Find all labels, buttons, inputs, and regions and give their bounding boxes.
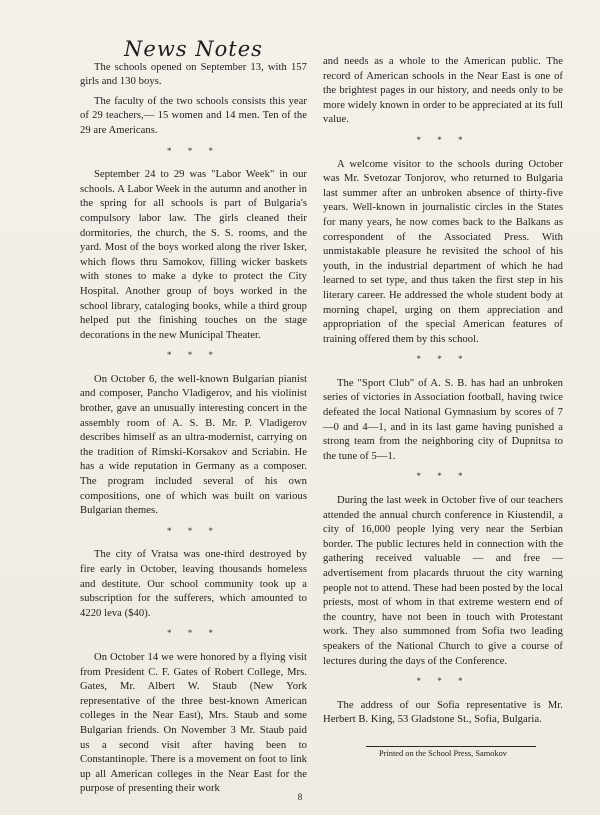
paragraph: On October 6, the well-known Bulgarian pianist and composer, Pancho Vladigerov, and his violinist brother, gave an unusually interesting concert in the assembly room of A. S. B. Mr. P. Vladigerov describes himself as an ultra-modernist, carrying on the tradition of Rimski-Korsakov and Scriabin. He has a wide reputation in Germany as a composer. The program included several of his own compositions, one of which was built on various Bulgarian themes.: [80, 373, 307, 517]
paragraph: The faculty of the two schools consists this year of 29 teachers,— 15 women and 14 men. Ten of the 29 are Americans.: [80, 95, 307, 136]
continued-paragraph: and needs as a whole to the American public. The record of American schools in the Near East is one of the brightest pages in our history, and needs only to be more widely known in order to be appreciated at its full value.: [323, 56, 563, 126]
section-separator: * * *: [416, 676, 470, 687]
section-separator: * * *: [416, 134, 470, 145]
section-separator: * * *: [416, 471, 470, 482]
printer-footer: Printed on the School Press, Samokov: [379, 749, 507, 758]
paragraph: The schools opened on September 13, with 157 girls and 130 boys.: [80, 61, 307, 88]
section-separator: * * *: [167, 145, 220, 156]
page-number: 8: [297, 792, 303, 802]
paragraph: During the last week in October five of our teachers attended the annual church conference in Kiustendil, a city of 16,000 people lying very near the Serbian border. The public lectures held in connection with the gathering received valuable — and free — advertisement from placards thruout the city warning people not to attend. These had been posted by the local priests, most of whom in that extreme western end of the country, have not been in touch with Protestant work. They also summoned from Sofia two leading speakers of the National Church to give a course of lectures during the days of the Conference.: [323, 495, 564, 667]
paragraph: The "Sport Club" of A. S. B. has had an unbroken series of victories in Association football, having twice defeated the local National Gymnasium by scores of 7—0 and 4—1, and in its last game having punished a strong team from the neighboring city of Dupnitsa to the tune of 5—1.: [323, 377, 563, 462]
page-title: News Notes: [124, 37, 263, 61]
paragraph: A welcome visitor to the schools during October was Mr. Svetozar Tonjorov, who returned to Bulgaria last summer after an unbroken absence of thirty-five years. Well-known in journalistic circles in the States for many years, he now comes back to the Balkans as correspondent of the Associated Press. With unmistakable pleasure he revisited the school of his youth, in the industrial department of which he had learned to set type, and thus taken the first step in his literary career. He addressed the whole student body at morning chapel, urging on them appreciation and appropriation of the special American features of training offered them by this school.: [323, 158, 563, 345]
paragraph: On October 14 we were honored by a flying visit from President C. F. Gates of Robert College, Mrs. Gates, Mr. Albert W. Staub (New York representative of the three best-known American colleges in the Near East), Mrs. Staub and some Bulgarian friends. On November 3 Mr. Staub paid us a second visit after having been to Constantinople. There is a movement on foot to link up all American colleges in the Near East for the purpose of presenting their work: [80, 651, 307, 795]
footer-rule: [366, 746, 536, 747]
section-separator: * * *: [416, 354, 470, 365]
paragraph: The city of Vratsa was one-third destroyed by fire early in October, leaving thousands homeless and destitute. Our school community took up a subscription for the sufferers, which amounted to 4220 leva ($40).: [80, 549, 307, 619]
left-column: [80, 0, 307, 815]
paragraph: September 24 to 29 was "Labor Week" in our schools. A Labor Week in the autumn and another in the spring for all schools is part of Bulgaria's compulsory labor law. The girls cleaned their dormitories, the church, the S. S. rooms, and the yard. Most of the boys worked along the river Isker, which flows thru Samokov, filling wicker baskets with stones to make a dyke to protect the City Hospital. Another group of boys worked in the school library, cataloging books, while a third group helped put the finishing touches on the stage decorations in the new Municipal Theater.: [80, 169, 307, 341]
right-column: [323, 0, 563, 815]
section-separator: * * *: [167, 350, 220, 361]
section-separator: * * *: [167, 628, 220, 639]
paragraph: The address of our Sofia representative is Mr. Herbert B. King, 53 Gladstone St., Sofia, Bulgaria.: [323, 699, 563, 726]
section-separator: * * *: [167, 525, 220, 536]
